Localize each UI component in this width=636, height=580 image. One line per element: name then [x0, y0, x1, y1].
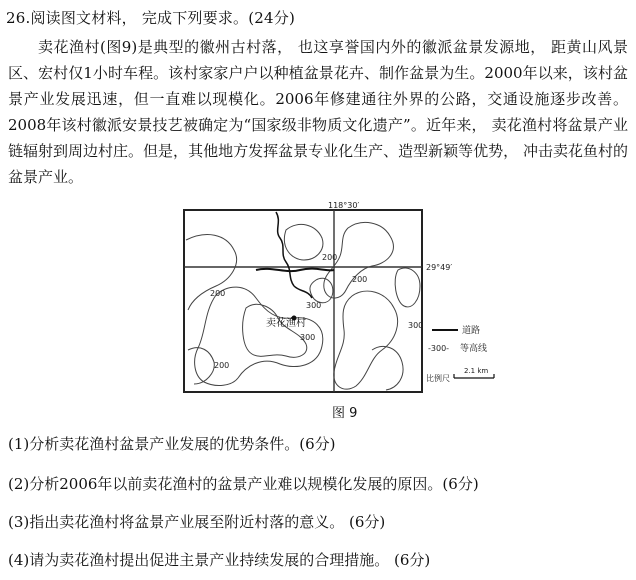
- legend-road-label: 道路: [462, 326, 481, 336]
- figure-9-map: [176, 200, 512, 430]
- contour-label: 300: [306, 301, 322, 310]
- legend-contour-label: 等高线: [460, 344, 488, 354]
- scale-label: 比例尺: [426, 374, 450, 383]
- passage-text: 卖花渔村(图9)是典型的徽州古村落， 也这享誉国内外的徽派盆景发源地， 距黄山风景区、宏村仅1小时车程。该村家家户户以种植盆景花卉、制作盆景为生。2000年以来，该村盆景产业发展迅速，但一直难以现模化。2006年修建通往外界的公路，交通设施逐步改善。 2008年该村徽派安景技艺被确定为“国家级非物质文化遗产”。近年来， 卖花渔村将盆景产业链辐射到周边村庄。但是，其他地方发挥盆景专业化生产、造型新颖等优势， 冲击卖花鱼村的盆景产业。: [8, 38, 628, 186]
- contour-label: 200: [352, 275, 368, 284]
- figure-caption: 图 9: [332, 406, 358, 421]
- question-title: 26.阅读图文材料， 完成下列要求。(24分): [6, 9, 296, 27]
- scale-value: 2.1 km: [464, 367, 489, 375]
- latitude-label: 29°49′: [426, 263, 453, 272]
- contour-label: 200: [322, 253, 338, 262]
- village-label: 卖花渔村: [266, 318, 306, 329]
- sub-question-2: (2)分析2006年以前卖花渔村的盆景产业难以规模化发展的原因。(6分): [8, 475, 479, 493]
- legend-contour-symbol: -300-: [428, 344, 450, 353]
- contour-label: 200: [210, 289, 226, 298]
- contour-map: [176, 200, 512, 430]
- sub-question-1: (1)分析卖花渔村盆景产业发展的优势条件。(6分): [8, 435, 336, 453]
- longitude-label: 118°30′: [328, 201, 360, 210]
- contour-label: 300: [408, 321, 424, 330]
- contour-label: 200: [214, 361, 230, 370]
- question-passage: [8, 34, 628, 190]
- sub-question-4: (4)请为卖花渔村提出促进主景产业持续发展的合理措施。 (6分): [8, 551, 431, 569]
- sub-question-3: (3)指出卖花渔村将盆景产业展至附近村落的意义。 (6分): [8, 513, 386, 531]
- contour-label: 300: [300, 333, 316, 342]
